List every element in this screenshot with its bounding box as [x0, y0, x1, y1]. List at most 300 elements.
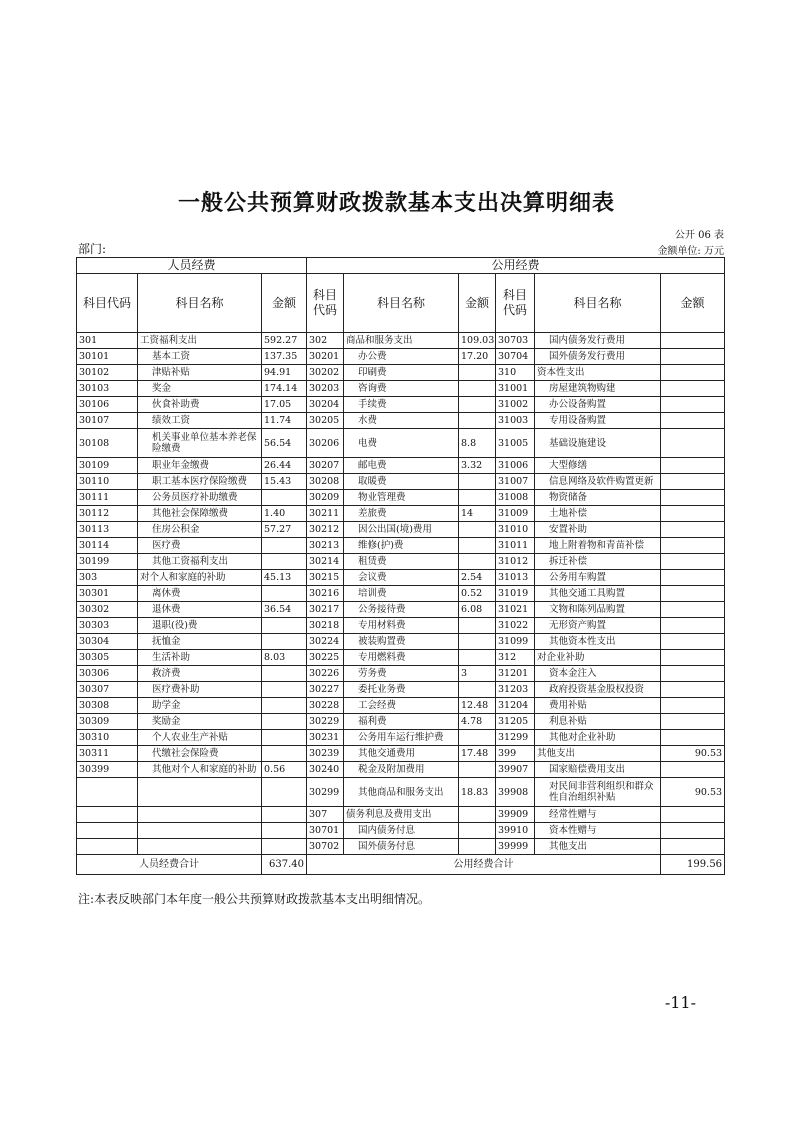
cell-code: 30206 [307, 429, 344, 458]
cell-amount [661, 381, 725, 397]
cell-name: 印刷费 [344, 365, 459, 381]
table-row [77, 650, 725, 666]
cell-name: 无形资产购置 [535, 618, 661, 634]
table-row [77, 349, 725, 365]
cell-code: 31010 [496, 522, 535, 538]
col-header-code: 科目代码 [496, 274, 535, 333]
cell-code: 30306 [77, 666, 138, 682]
cell-name: 奖励金 [138, 714, 262, 730]
cell-amount [661, 570, 725, 586]
cell-code: 31009 [496, 506, 535, 522]
cell-name: 其他支出 [535, 746, 661, 762]
cell-amount [262, 634, 307, 650]
cell-name: 物业管理费 [344, 490, 459, 506]
cell-amount: 15.43 [262, 474, 307, 490]
cell-name: 对企业补助 [535, 650, 661, 666]
cell-code: 301 [77, 333, 138, 349]
table-row [77, 397, 725, 413]
cell-code: 31006 [496, 458, 535, 474]
cell-name: 基础设施建设 [535, 429, 661, 458]
cell-amount: 90.53 [661, 746, 725, 762]
cell-name: 文物和陈列品购置 [535, 602, 661, 618]
cell-code: 307 [307, 807, 344, 823]
cell-name: 土地补偿 [535, 506, 661, 522]
col-header-amount: 金额 [661, 274, 725, 333]
cell-amount [459, 839, 496, 855]
cell-name: 专用燃料费 [344, 650, 459, 666]
cell-code: 31013 [496, 570, 535, 586]
cell-name: 公务用车购置 [535, 570, 661, 586]
cell-code: 30204 [307, 397, 344, 413]
table-row [77, 618, 725, 634]
cell-code: 30111 [77, 490, 138, 506]
cell-name: 对民间非营利组织和群众性自治组织补贴 [535, 778, 661, 807]
total-public-label: 公用经费合计 [307, 855, 661, 875]
cell-amount [661, 762, 725, 778]
page-title: 一般公共预算财政拨款基本支出决算明细表 [177, 191, 615, 216]
cell-amount [262, 778, 307, 807]
cell-name: 其他工资福利支出 [138, 554, 262, 570]
cell-amount [661, 554, 725, 570]
cell-amount [459, 365, 496, 381]
cell-name: 维修(护)费 [344, 538, 459, 554]
cell-amount: 12.48 [459, 698, 496, 714]
cell-amount [262, 586, 307, 602]
cell-name: 国内债务付息 [344, 823, 459, 839]
cell-name: 医疗费补助 [138, 682, 262, 698]
total-personnel-value: 637.40 [262, 855, 307, 875]
cell-code: 30208 [307, 474, 344, 490]
cell-amount: 1.40 [262, 506, 307, 522]
cell-code [77, 823, 138, 839]
expenditure-table [76, 257, 725, 875]
cell-name: 经常性赠与 [535, 807, 661, 823]
cell-amount [661, 365, 725, 381]
cell-amount [661, 429, 725, 458]
cell-name: 其他交通费用 [344, 746, 459, 762]
cell-code: 31021 [496, 602, 535, 618]
table-row [77, 730, 725, 746]
cell-amount [661, 349, 725, 365]
cell-code: 30211 [307, 506, 344, 522]
cell-code: 30311 [77, 746, 138, 762]
cell-amount [661, 730, 725, 746]
cell-name: 劳务费 [344, 666, 459, 682]
cell-name: 基本工资 [138, 349, 262, 365]
cell-amount [661, 586, 725, 602]
cell-code: 30704 [496, 349, 535, 365]
cell-name: 国内债务发行费用 [535, 333, 661, 349]
table-row [77, 333, 725, 349]
cell-name: 培训费 [344, 586, 459, 602]
column-header-row [77, 274, 725, 333]
total-row [77, 855, 725, 875]
cell-name: 其他支出 [535, 839, 661, 855]
cell-name: 职业年金缴费 [138, 458, 262, 474]
col-header-code: 科目代码 [77, 274, 138, 333]
cell-amount [661, 333, 725, 349]
table-row [77, 522, 725, 538]
cell-amount [459, 554, 496, 570]
cell-amount: 17.48 [459, 746, 496, 762]
table-row [77, 413, 725, 429]
unit-label: 金额单位: 万元 [657, 246, 724, 257]
cell-amount [262, 554, 307, 570]
group-header-row [77, 258, 725, 274]
cell-amount: 3.32 [459, 458, 496, 474]
cell-code: 30108 [77, 429, 138, 458]
cell-name: 专用设备购置 [535, 413, 661, 429]
cell-amount [459, 381, 496, 397]
cell-code: 30309 [77, 714, 138, 730]
cell-amount [262, 490, 307, 506]
cell-code: 31003 [496, 413, 535, 429]
cell-code: 30228 [307, 698, 344, 714]
table-row [77, 490, 725, 506]
cell-amount [661, 698, 725, 714]
cell-name: 会议费 [344, 570, 459, 586]
cell-amount: 14 [459, 506, 496, 522]
cell-name: 其他社会保障缴费 [138, 506, 262, 522]
cell-code: 30213 [307, 538, 344, 554]
cell-code: 30113 [77, 522, 138, 538]
cell-amount [661, 538, 725, 554]
cell-amount: 174.14 [262, 381, 307, 397]
cell-name: 工会经费 [344, 698, 459, 714]
cell-name: 水费 [344, 413, 459, 429]
cell-code: 30229 [307, 714, 344, 730]
cell-code: 39908 [496, 778, 535, 807]
cell-code: 30226 [307, 666, 344, 682]
cell-name: 生活补助 [138, 650, 262, 666]
cell-name: 办公费 [344, 349, 459, 365]
cell-code [77, 778, 138, 807]
cell-name: 其他商品和服务支出 [344, 778, 459, 807]
cell-name [138, 778, 262, 807]
cell-amount [661, 506, 725, 522]
cell-code: 31007 [496, 474, 535, 490]
cell-amount [262, 698, 307, 714]
cell-code: 30231 [307, 730, 344, 746]
cell-amount [661, 666, 725, 682]
cell-name: 离休费 [138, 586, 262, 602]
cell-name: 咨询费 [344, 381, 459, 397]
table-row [77, 506, 725, 522]
cell-name: 资本性支出 [535, 365, 661, 381]
cell-code: 30302 [77, 602, 138, 618]
cell-amount: 4.78 [459, 714, 496, 730]
cell-name: 助学金 [138, 698, 262, 714]
table-row [77, 746, 725, 762]
cell-name: 债务利息及费用支出 [344, 807, 459, 823]
cell-name: 其他对企业补助 [535, 730, 661, 746]
cell-amount: 137.35 [262, 349, 307, 365]
cell-name [138, 823, 262, 839]
cell-code: 30224 [307, 634, 344, 650]
cell-name: 国家赔偿费用支出 [535, 762, 661, 778]
cell-code: 30304 [77, 634, 138, 650]
cell-code: 31019 [496, 586, 535, 602]
cell-code: 39909 [496, 807, 535, 823]
cell-code: 30217 [307, 602, 344, 618]
cell-name [138, 807, 262, 823]
cell-code: 30215 [307, 570, 344, 586]
cell-name: 工资福利支出 [138, 333, 262, 349]
cell-code: 30203 [307, 381, 344, 397]
cell-name: 商品和服务支出 [344, 333, 459, 349]
cell-amount [661, 618, 725, 634]
cell-amount: 17.05 [262, 397, 307, 413]
table-row [77, 778, 725, 807]
cell-amount [262, 666, 307, 682]
cell-amount [661, 458, 725, 474]
cell-amount: 8.03 [262, 650, 307, 666]
cell-code: 30110 [77, 474, 138, 490]
cell-name: 办公设备购置 [535, 397, 661, 413]
cell-amount [459, 650, 496, 666]
cell-code: 302 [307, 333, 344, 349]
cell-name: 职工基本医疗保险缴费 [138, 474, 262, 490]
group-personnel: 人员经费 [77, 258, 307, 274]
cell-amount [459, 807, 496, 823]
cell-amount [661, 807, 725, 823]
cell-code: 30399 [77, 762, 138, 778]
cell-code: 30701 [307, 823, 344, 839]
cell-amount [262, 807, 307, 823]
cell-code: 31002 [496, 397, 535, 413]
cell-code: 31011 [496, 538, 535, 554]
cell-amount [459, 762, 496, 778]
cell-amount: 0.52 [459, 586, 496, 602]
cell-amount: 18.83 [459, 778, 496, 807]
cell-name: 福利费 [344, 714, 459, 730]
group-public: 公用经费 [307, 258, 725, 274]
table-row [77, 458, 725, 474]
cell-code: 30207 [307, 458, 344, 474]
cell-amount [262, 746, 307, 762]
cell-name: 医疗费 [138, 538, 262, 554]
cell-code: 30225 [307, 650, 344, 666]
cell-amount: 2.54 [459, 570, 496, 586]
cell-name: 代缴社会保险费 [138, 746, 262, 762]
cell-name: 差旅费 [344, 506, 459, 522]
cell-amount: 109.03 [459, 333, 496, 349]
cell-amount: 94.91 [262, 365, 307, 381]
cell-name: 利息补贴 [535, 714, 661, 730]
cell-amount [661, 490, 725, 506]
cell-code: 30112 [77, 506, 138, 522]
cell-code: 31205 [496, 714, 535, 730]
cell-amount [661, 714, 725, 730]
table-row [77, 602, 725, 618]
cell-code: 30212 [307, 522, 344, 538]
cell-code [77, 839, 138, 855]
cell-amount [459, 618, 496, 634]
footnote: 注:本表反映部门本年度一般公共预算财政拨款基本支出明细情况。 [78, 892, 431, 906]
cell-amount [459, 474, 496, 490]
cell-amount: 17.20 [459, 349, 496, 365]
cell-name: 绩效工资 [138, 413, 262, 429]
cell-amount [661, 397, 725, 413]
cell-code: 30216 [307, 586, 344, 602]
cell-code: 30299 [307, 778, 344, 807]
cell-amount [661, 522, 725, 538]
cell-name: 其他交通工具购置 [535, 586, 661, 602]
table-row [77, 586, 725, 602]
cell-amount [459, 397, 496, 413]
col-header-code: 科目代码 [307, 274, 344, 333]
cell-amount [262, 538, 307, 554]
cell-amount [459, 490, 496, 506]
form-number: 公开 06 表 [674, 230, 724, 241]
cell-name: 租赁费 [344, 554, 459, 570]
cell-name: 房屋建筑物购建 [535, 381, 661, 397]
cell-name: 国外债务发行费用 [535, 349, 661, 365]
cell-code: 30109 [77, 458, 138, 474]
col-header-amount: 金额 [459, 274, 496, 333]
cell-code: 30199 [77, 554, 138, 570]
cell-amount: 6.08 [459, 602, 496, 618]
col-header-name: 科目名称 [344, 274, 459, 333]
cell-amount [459, 538, 496, 554]
cell-code: 30305 [77, 650, 138, 666]
table-row [77, 365, 725, 381]
cell-amount [459, 823, 496, 839]
cell-amount: 36.54 [262, 602, 307, 618]
cell-code: 31201 [496, 666, 535, 682]
cell-name: 资本性赠与 [535, 823, 661, 839]
cell-name: 安置补助 [535, 522, 661, 538]
total-public-value: 199.56 [661, 855, 725, 875]
cell-code: 399 [496, 746, 535, 762]
col-header-name: 科目名称 [138, 274, 262, 333]
table-row [77, 714, 725, 730]
cell-amount: 45.13 [262, 570, 307, 586]
cell-name: 救济费 [138, 666, 262, 682]
cell-code: 30107 [77, 413, 138, 429]
table-row [77, 698, 725, 714]
cell-code: 30703 [496, 333, 535, 349]
total-personnel-label: 人员经费合计 [77, 855, 262, 875]
cell-code [77, 807, 138, 823]
cell-name: 退休费 [138, 602, 262, 618]
cell-name: 津贴补贴 [138, 365, 262, 381]
cell-amount [459, 413, 496, 429]
cell-code: 30702 [307, 839, 344, 855]
cell-name: 个人农业生产补贴 [138, 730, 262, 746]
cell-code: 30102 [77, 365, 138, 381]
cell-code: 30303 [77, 618, 138, 634]
table-row [77, 538, 725, 554]
cell-code: 31203 [496, 682, 535, 698]
cell-amount [459, 522, 496, 538]
cell-amount [661, 413, 725, 429]
cell-name: 机关事业单位基本养老保险缴费 [138, 429, 262, 458]
cell-name [138, 839, 262, 855]
cell-name: 委托业务费 [344, 682, 459, 698]
table-row [77, 762, 725, 778]
cell-name: 对个人和家庭的补助 [138, 570, 262, 586]
cell-code: 30114 [77, 538, 138, 554]
cell-name: 拆迁补偿 [535, 554, 661, 570]
cell-name: 因公出国(境)费用 [344, 522, 459, 538]
table-row [77, 823, 725, 839]
cell-name: 税金及附加费用 [344, 762, 459, 778]
cell-code: 30205 [307, 413, 344, 429]
cell-name: 伙食补助费 [138, 397, 262, 413]
cell-code: 30101 [77, 349, 138, 365]
cell-code: 30103 [77, 381, 138, 397]
cell-code: 30201 [307, 349, 344, 365]
cell-name: 资本金注入 [535, 666, 661, 682]
cell-amount [262, 839, 307, 855]
cell-name: 取暖费 [344, 474, 459, 490]
cell-name: 专用材料费 [344, 618, 459, 634]
table-row [77, 682, 725, 698]
cell-name: 被装购置费 [344, 634, 459, 650]
cell-name: 其他资本性支出 [535, 634, 661, 650]
cell-code: 310 [496, 365, 535, 381]
table-row [77, 570, 725, 586]
cell-code: 31099 [496, 634, 535, 650]
cell-name: 公务员医疗补助缴费 [138, 490, 262, 506]
cell-amount: 8.8 [459, 429, 496, 458]
table-row [77, 429, 725, 458]
cell-name: 政府投资基金股权投资 [535, 682, 661, 698]
cell-name: 国外债务付息 [344, 839, 459, 855]
cell-code: 30307 [77, 682, 138, 698]
cell-code: 31008 [496, 490, 535, 506]
cell-name: 公务用车运行维护费 [344, 730, 459, 746]
cell-amount [262, 618, 307, 634]
cell-amount [661, 602, 725, 618]
cell-amount [459, 730, 496, 746]
cell-amount [459, 634, 496, 650]
cell-amount: 0.56 [262, 762, 307, 778]
cell-name: 抚恤金 [138, 634, 262, 650]
cell-name: 电费 [344, 429, 459, 458]
cell-name: 大型修缮 [535, 458, 661, 474]
cell-amount: 3 [459, 666, 496, 682]
cell-code: 31005 [496, 429, 535, 458]
table-row [77, 634, 725, 650]
cell-name: 其他对个人和家庭的补助 [138, 762, 262, 778]
cell-amount: 57.27 [262, 522, 307, 538]
cell-code: 31204 [496, 698, 535, 714]
cell-name: 信息网络及软件购置更新 [535, 474, 661, 490]
table-row [77, 381, 725, 397]
table-row [77, 666, 725, 682]
cell-name: 地上附着物和青苗补偿 [535, 538, 661, 554]
cell-code: 30310 [77, 730, 138, 746]
cell-code: 31001 [496, 381, 535, 397]
cell-amount: 592.27 [262, 333, 307, 349]
cell-name: 邮电费 [344, 458, 459, 474]
cell-code: 31299 [496, 730, 535, 746]
table-row [77, 554, 725, 570]
cell-code: 30209 [307, 490, 344, 506]
col-header-amount: 金额 [262, 274, 307, 333]
cell-code: 39999 [496, 839, 535, 855]
cell-code: 31012 [496, 554, 535, 570]
cell-name: 住房公积金 [138, 522, 262, 538]
cell-code: 30106 [77, 397, 138, 413]
cell-code: 30308 [77, 698, 138, 714]
cell-code: 30240 [307, 762, 344, 778]
cell-amount [661, 634, 725, 650]
department-label: 部门: [78, 242, 107, 256]
cell-code: 31022 [496, 618, 535, 634]
